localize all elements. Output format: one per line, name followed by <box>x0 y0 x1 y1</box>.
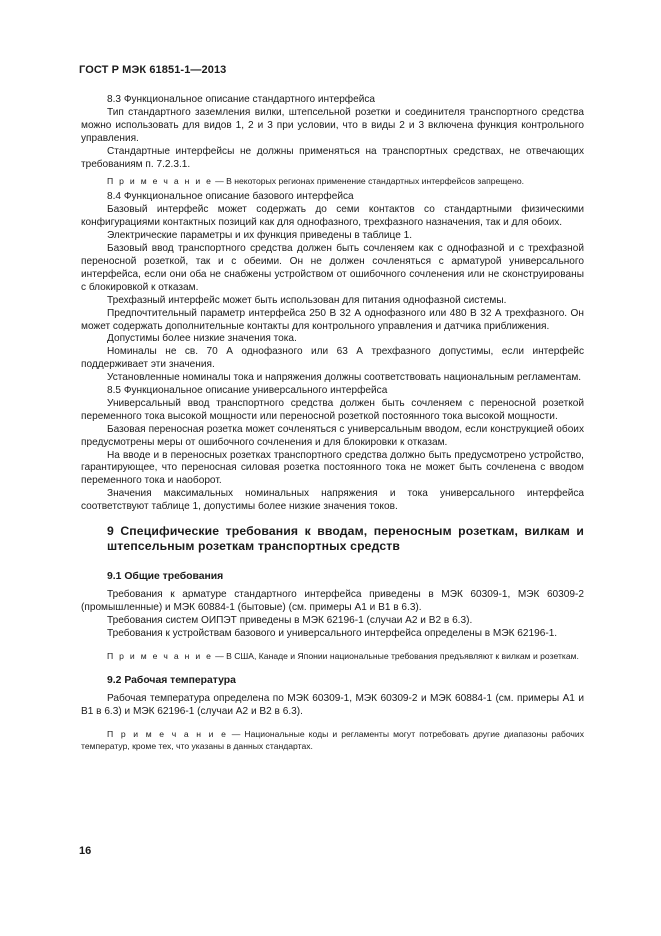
note-text: — Национальные коды и регламенты могут потребовать другие диапазоны рабочих температур, кроме тех, что указаны в данных стандартах. <box>81 728 585 751</box>
paragraph: Требования к арматуре стандартного интерфейса приведены в МЭК 60309-1, МЭК 60309-2 (промышленные) и МЭК 60884-1 (бытовые) (см. примеры А1 и В1 в 6.3). <box>81 589 584 613</box>
note-label: П р и м е ч а н и е <box>107 176 213 187</box>
paragraph: Предпочтительный параметр интерфейса 250 В 32 А однофазного или 480 В 32 А трехфазного. Он может содержать дополнительные контакты для контрольного управления и датчика приближения. <box>81 307 584 332</box>
paragraph: Требования к устройствам базового и универсального интерфейса определены в МЭК 62196-1. <box>107 627 558 639</box>
document-header: ГОСТ Р МЭК 61851-1—2013 <box>79 64 227 76</box>
paragraph: Требования систем ОИПЭТ приведены в МЭК 62196-1 (случаи А2 и В2 в 6.3). <box>107 614 473 626</box>
section-9-1-heading: 9.1 Общие требования <box>107 571 224 583</box>
paragraph: Рабочая температура определена по МЭК 60309-1, МЭК 60309-2 и МЭК 60884-1 (см. примеры А1 и В1 в 6.3) и МЭК 62196-1 (случаи А2 и В2 в 6.3). <box>81 692 584 717</box>
paragraph: Трехфазный интерфейс может быть использован для питания однофазной системы. <box>107 294 507 306</box>
paragraph: На вводе и в переносных розетках транспортного средства должно быть предусмотрено устройство, гарантирующее, что переносная силовая розетка постоянного тока не может быть сочленена с вводом переменного тока и наоборот. <box>81 449 584 487</box>
page-number: 16 <box>79 845 92 857</box>
note <box>81 175 584 187</box>
section-8-3-title: 8.3 Функциональное описание стандартного интерфейса <box>107 94 376 105</box>
paragraph: Стандартные интерфейсы не должны применяться на транспортных средствах, не отвечающих требованиям п. 7.2.3.1. <box>81 145 584 170</box>
paragraph: Значения максимальных номинальных напряжения и тока универсального интерфейса соответствуют таблице 1, допустимы более низкие значения токов. <box>81 488 584 513</box>
paragraph: Установленные номиналы тока и напряжения должны соответствовать национальным регламентам. <box>107 372 582 384</box>
paragraph: Тип стандартного заземления вилки, штепсельной розетки и соединителя транспортного средства можно использовать для видов 1, 2 и 3 при условии, что в виды 2 и 3 включена функция контрольного управления. <box>81 106 584 144</box>
note-label: П р и м е ч а н и е <box>107 650 213 661</box>
section-8-5-title: 8.5 Функциональное описание универсального интерфейса <box>107 385 388 397</box>
document-body <box>81 94 584 752</box>
paragraph: Базовый интерфейс может содержать до семи контактов со стандартными физическими конфигурациями контактных позиций как для однофазного, трехфазного назначения, так и для обоих. <box>81 204 584 229</box>
note-text: — В США, Канаде и Японии национальные требования предъявляют к вилкам и розеткам. <box>212 650 579 661</box>
paragraph: Базовый ввод транспортного средства должен быть сочленяем как с однофазной и с трехфазной переносной розеткой, так и с обеими. Он не должен сочленяться с арматурой универсального интерфейса, если они оба не снабжены устройством от ошибочного сочленения или не сконструированы с блокировкой к отказам. <box>81 243 584 293</box>
paragraph: Допустимы более низкие значения тока. <box>107 333 297 345</box>
note-label: П р и м е ч а н и е <box>107 728 228 739</box>
section-9-heading: 9 Специфические требования к вводам, переносным розеткам, вилкам и штепсельным розеткам транспортных средств <box>107 524 584 554</box>
paragraph: Электрические параметры и их функция приведены в таблице 1. <box>107 230 413 242</box>
section-8-4-title: 8.4 Функциональное описание базового интерфейса <box>107 191 354 203</box>
note-text: — В некоторых регионах применение стандартных интерфейсов запрещено. <box>212 176 524 187</box>
section-9-2-heading: 9.2 Рабочая температура <box>107 674 236 686</box>
note <box>81 650 584 662</box>
paragraph: Базовая переносная розетка может сочленяться с универсальным вводом, если конструкцией обоих предусмотрены меры от ошибочного сочленения и для блокировки к отказам. <box>81 423 584 448</box>
note <box>81 728 584 752</box>
paragraph: Номиналы не св. 70 А однофазного или 63 А трехфазного допустимы, если интерфейс поддерживает эти значения. <box>81 346 584 371</box>
paragraph: Универсальный ввод транспортного средства должен быть сочленяем с переносной розеткой переменного тока высокой мощности или переносной розеткой постоянного тока высокой мощности. <box>81 397 584 422</box>
